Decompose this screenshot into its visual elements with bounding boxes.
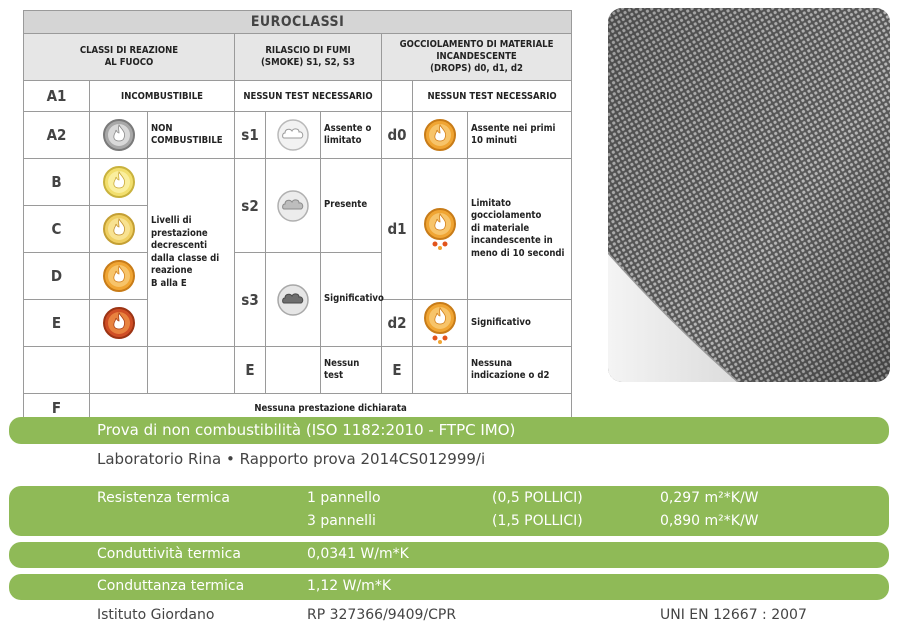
a2-description: NON COMBUSTIBILE [148, 112, 235, 159]
flame-yellow-icon [90, 206, 148, 253]
conduttanza-bar [9, 574, 889, 600]
resistenza-panels-2: 3 pannelli [307, 513, 376, 529]
class-f: F [24, 394, 90, 423]
class-d2: d2 [382, 300, 413, 347]
conduttivita-value: 0,0341 W/m*K [307, 546, 409, 562]
resistenza-value-2: 0,890 m²*K/W [660, 513, 759, 529]
resistenza-bar [9, 486, 889, 536]
conduttivita-label: Conduttività termica [97, 546, 241, 562]
s1-description: Assente o limitato [321, 112, 382, 159]
mesh-material-photo [608, 8, 890, 382]
class-a2: A2 [24, 112, 90, 159]
flame-drop-icon [413, 159, 468, 300]
s2-description: Presente [321, 159, 382, 253]
a1-fumi: NESSUN TEST NECESSARIO [235, 81, 382, 112]
d1-description: Limitato gocciolamento di materiale incandescente in meno di 10 secondi [468, 159, 572, 300]
class-c: C [24, 206, 90, 253]
flame-drop-icon [413, 300, 468, 347]
smoke-e-description: Nessun test [321, 347, 382, 394]
class-d1: d1 [382, 159, 413, 300]
resistenza-value-1: 0,297 m²*K/W [660, 490, 759, 506]
class-s2: s2 [235, 159, 266, 253]
prova-text: Prova di non combustibilità (ISO 1182:2010 - FTPC IMO) [97, 421, 516, 439]
d0-description: Assente nei primi 10 minuti [468, 112, 572, 159]
d2-description: Significativo [468, 300, 572, 347]
flame-orange-icon [413, 112, 468, 159]
header-gocciolamento: GOCCIOLAMENTO DI MATERIALE INCANDESCENTE (DROPS) d0, d1, d2 [382, 34, 572, 81]
class-d: D [24, 253, 90, 300]
flame-red-icon [90, 300, 148, 347]
euroclassi-table [23, 10, 572, 423]
class-smoke-e: E [235, 347, 266, 394]
conduttanza-value: 1,12 W/m*K [307, 578, 391, 594]
prova-bar [9, 417, 889, 444]
class-a1: A1 [24, 81, 90, 112]
header-reazione: CLASSI DI REAZIONE AL FUOCO [24, 34, 235, 81]
a1-gocce: NESSUN TEST NECESSARIO [413, 81, 572, 112]
table-title: EUROCLASSI [24, 11, 572, 34]
smoke-dark-icon [266, 253, 321, 347]
s3-description: Significativo [321, 253, 382, 347]
resistenza-inches-2: (1,5 POLLICI) [492, 513, 583, 529]
class-d0: d0 [382, 112, 413, 159]
flame-yellow-icon [90, 159, 148, 206]
flame-orange-icon [90, 253, 148, 300]
conduttanza-label: Conduttanza termica [97, 578, 245, 594]
f-description: Nessuna prestazione dichiarata [90, 394, 572, 423]
class-drop-e: E [382, 347, 413, 394]
resistenza-panels-1: 1 pannello [307, 490, 381, 506]
class-b: B [24, 159, 90, 206]
smoke-medium-icon [266, 159, 321, 253]
a1-description: INCOMBUSTIBILE [90, 81, 235, 112]
istituto-uni: UNI EN 12667 : 2007 [660, 607, 807, 623]
drop-e-description: Nessuna indicazione o d2 [468, 347, 572, 394]
istituto-rp: RP 327366/9409/CPR [307, 607, 457, 623]
smoke-light-icon [266, 112, 321, 159]
header-fumi: RILASCIO DI FUMI (SMOKE) S1, S2, S3 [235, 34, 382, 81]
istituto-label: Istituto Giordano [97, 607, 215, 623]
flame-grey-icon [90, 112, 148, 159]
bcde-description: Livelli di prestazione decrescenti dalla classe di reazione B alla E [148, 159, 235, 347]
laboratorio-text: Laboratorio Rina • Rapporto prova 2014CS012999/i [97, 450, 486, 468]
resistenza-inches-1: (0,5 POLLICI) [492, 490, 583, 506]
class-e: E [24, 300, 90, 347]
class-s1: s1 [235, 112, 266, 159]
resistenza-label: Resistenza termica [97, 490, 230, 506]
conduttivita-bar [9, 542, 889, 568]
class-s3: s3 [235, 253, 266, 347]
